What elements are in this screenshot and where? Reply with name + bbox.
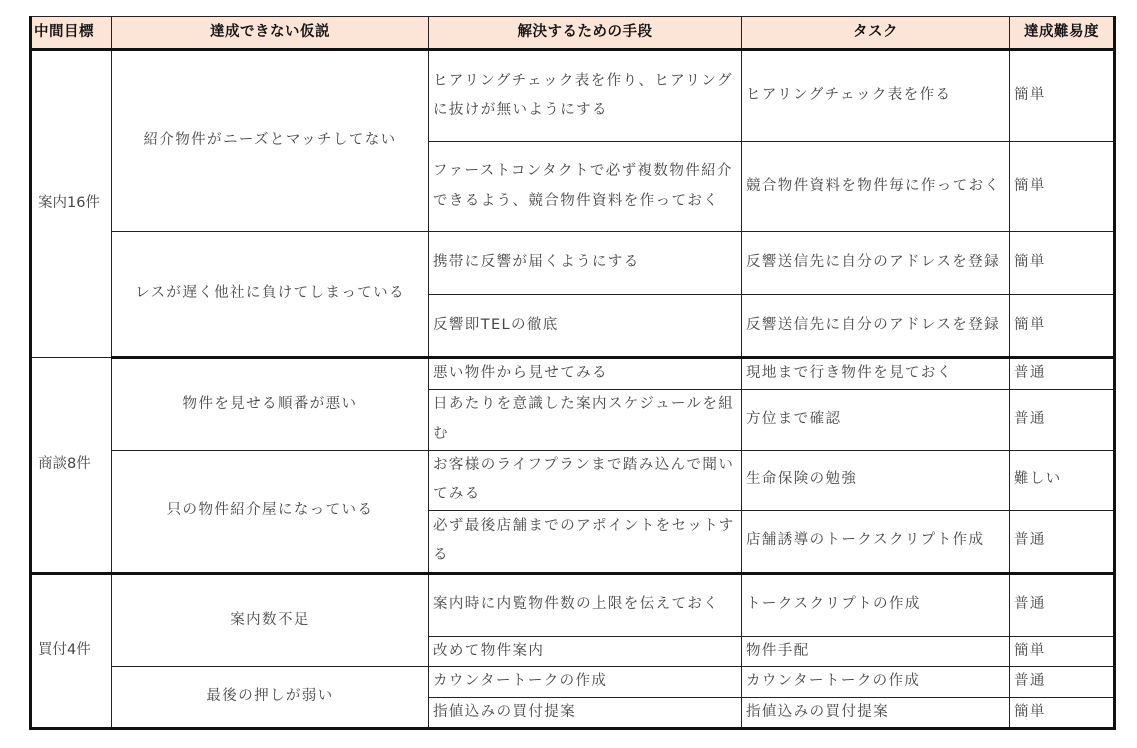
table-row — [31, 232, 1115, 295]
task-cell: 生命保険の勉強 — [742, 450, 1010, 510]
table-row — [31, 358, 1115, 390]
difficulty-cell: 簡単 — [1010, 636, 1115, 667]
header-task: タスク — [742, 17, 1010, 50]
hypothesis-cell: 只の物件紹介屋になっている — [112, 450, 429, 573]
task-cell: 反響送信先に自分のアドレスを登録 — [742, 232, 1010, 295]
header-difficulty: 達成難易度 — [1010, 17, 1115, 50]
difficulty-cell: 難しい — [1010, 450, 1115, 510]
table-row — [31, 50, 1115, 142]
difficulty-cell: 普通 — [1010, 573, 1115, 636]
task-cell: 現地まで行き物件を見ておく — [742, 358, 1010, 390]
means-cell: 日あたりを意識した案内スケジュールを組む — [429, 389, 742, 450]
difficulty-cell: 普通 — [1010, 667, 1115, 698]
means-cell: カウンタートークの作成 — [429, 667, 742, 698]
task-cell: ヒアリングチェック表を作る — [742, 50, 1010, 142]
header-means: 解決するための手段 — [429, 17, 742, 50]
hypothesis-cell: 案内数不足 — [112, 573, 429, 667]
difficulty-cell: 簡単 — [1010, 697, 1115, 729]
means-cell: 指値込みの買付提案 — [429, 697, 742, 729]
table-row — [31, 573, 1115, 636]
means-cell: ファーストコンタクトで必ず複数物件紹介できるよう、競合物件資料を作っておく — [429, 142, 742, 232]
difficulty-cell: 簡単 — [1010, 295, 1115, 358]
difficulty-cell: 普通 — [1010, 510, 1115, 573]
goal-plan-table — [29, 16, 1116, 730]
means-cell: 悪い物件から見せてみる — [429, 358, 742, 390]
difficulty-cell: 簡単 — [1010, 50, 1115, 142]
goal-cell: 買付4件 — [31, 573, 112, 729]
task-cell: トークスクリプトの作成 — [742, 573, 1010, 636]
difficulty-cell: 簡単 — [1010, 142, 1115, 232]
difficulty-cell: 普通 — [1010, 358, 1115, 390]
hypothesis-cell: 紹介物件がニーズとマッチしてない — [112, 50, 429, 232]
difficulty-cell: 普通 — [1010, 389, 1115, 450]
means-cell: 改めて物件案内 — [429, 636, 742, 667]
goal-cell: 商談8件 — [31, 358, 112, 574]
means-cell: 反響即TELの徹底 — [429, 295, 742, 358]
task-cell: 反響送信先に自分のアドレスを登録 — [742, 295, 1010, 358]
hypothesis-cell: レスが遅く他社に負けてしまっている — [112, 232, 429, 358]
header-goal: 中間目標 — [31, 17, 112, 50]
table-row — [31, 667, 1115, 698]
hypothesis-cell: 最後の押しが弱い — [112, 667, 429, 729]
means-cell: お客様のライフプランまで踏み込んで聞いてみる — [429, 450, 742, 510]
task-cell: 競合物件資料を物件毎に作っておく — [742, 142, 1010, 232]
header-hypothesis: 達成できない仮説 — [112, 17, 429, 50]
task-cell: カウンタートークの作成 — [742, 667, 1010, 698]
means-cell: 案内時に内覧物件数の上限を伝えておく — [429, 573, 742, 636]
means-cell: ヒアリングチェック表を作り、ヒアリングに抜けが無いようにする — [429, 50, 742, 142]
task-cell: 指値込みの買付提案 — [742, 697, 1010, 729]
table-header-row — [31, 17, 1115, 50]
table-row — [31, 450, 1115, 510]
task-cell: 物件手配 — [742, 636, 1010, 667]
task-cell: 店舗誘導のトークスクリプト作成 — [742, 510, 1010, 573]
plan-table-container — [29, 16, 1116, 730]
goal-cell: 案内16件 — [31, 50, 112, 358]
difficulty-cell: 簡単 — [1010, 232, 1115, 295]
hypothesis-cell: 物件を見せる順番が悪い — [112, 358, 429, 451]
means-cell: 携帯に反響が届くようにする — [429, 232, 742, 295]
task-cell: 方位まで確認 — [742, 389, 1010, 450]
means-cell: 必ず最後店舗までのアポイントをセットする — [429, 510, 742, 573]
